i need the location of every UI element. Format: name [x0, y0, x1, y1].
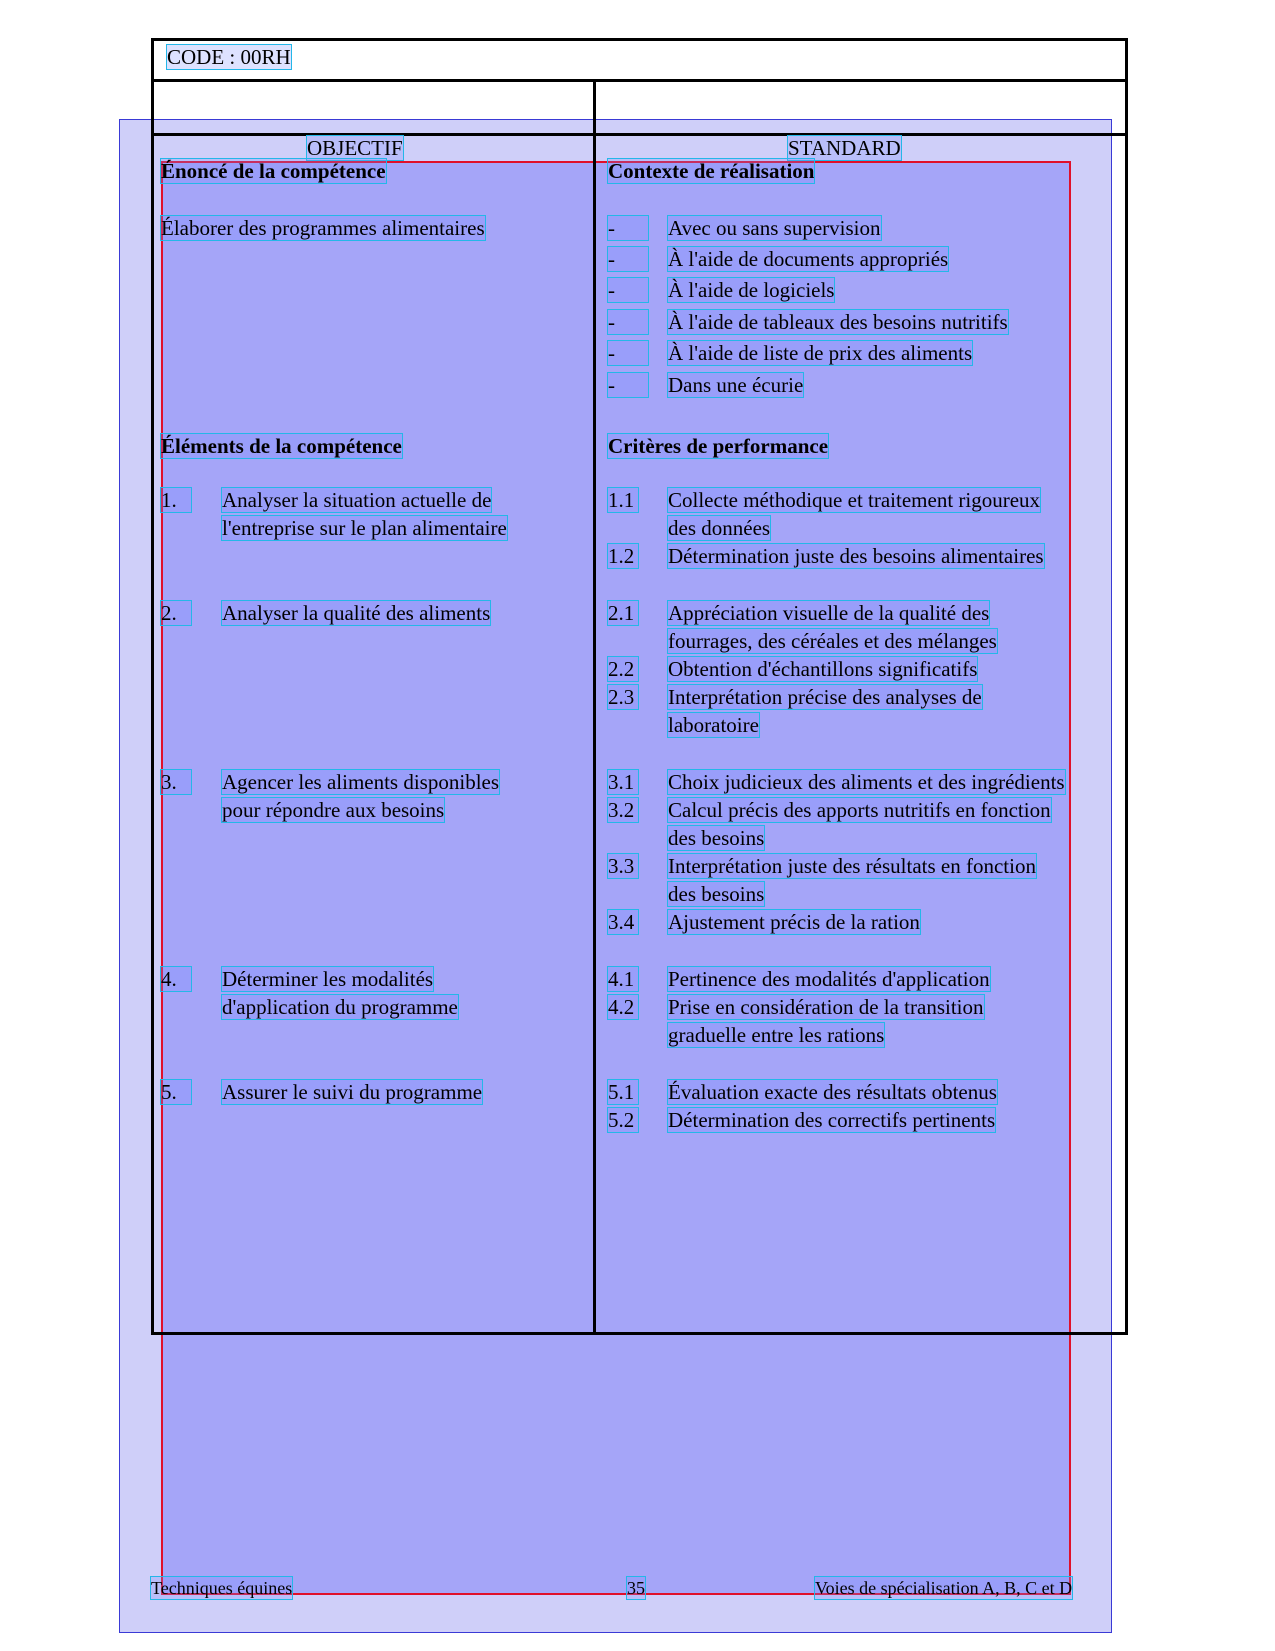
- criteres-title: Critères de performance: [608, 434, 829, 458]
- critere-number: 5.1: [608, 1080, 638, 1104]
- standard-header: STANDARD: [788, 136, 901, 160]
- element-number: 1.: [161, 488, 191, 512]
- element-number: 5.: [161, 1080, 191, 1104]
- element-text: Déterminer les modalités: [222, 967, 434, 991]
- page-number: 35: [627, 1578, 645, 1598]
- enonce-text: Élaborer des programmes alimentaires: [161, 216, 485, 240]
- column-divider: [593, 79, 596, 1332]
- critere-number: 4.1: [608, 967, 638, 991]
- critere-number: 3.3: [608, 854, 638, 878]
- header-row: [154, 79, 1125, 160]
- critere-text: Détermination juste des besoins alimentaires: [668, 544, 1044, 568]
- element-text: Analyser la qualité des aliments: [222, 601, 491, 625]
- element-number: 2.: [161, 601, 191, 625]
- contexte-title: Contexte de réalisation: [608, 159, 815, 183]
- critere-number: 2.2: [608, 657, 638, 681]
- element-text: d'application du programme: [222, 995, 458, 1019]
- critere-text: Interprétation juste des résultats en fonction: [668, 854, 1036, 878]
- critere-number: 3.4: [608, 910, 638, 934]
- code-row: [154, 41, 1125, 82]
- contexte-bullet: -: [608, 341, 648, 365]
- critere-text: graduelle entre les rations: [668, 1023, 885, 1047]
- element-text: Assurer le suivi du programme: [222, 1080, 483, 1104]
- element-text: pour répondre aux besoins: [222, 798, 445, 822]
- contexte-item: Dans une écurie: [668, 373, 804, 397]
- enonce-title: Énoncé de la compétence: [161, 159, 386, 183]
- critere-number: 4.2: [608, 995, 638, 1019]
- contexte-item: À l'aide de logiciels: [668, 278, 835, 302]
- critere-text: Choix judicieux des aliments et des ingrédients: [668, 770, 1065, 794]
- contexte-bullet: -: [608, 247, 648, 271]
- critere-text: des besoins: [668, 882, 765, 906]
- contexte-bullet: -: [608, 216, 648, 240]
- contexte-item: Avec ou sans supervision: [668, 216, 881, 240]
- contexte-bullet: -: [608, 373, 648, 397]
- critere-text: Évaluation exacte des résultats obtenus: [668, 1080, 997, 1104]
- critere-text: Pertinence des modalités d'application: [668, 967, 990, 991]
- critere-text: Calcul précis des apports nutritifs en fonction: [668, 798, 1051, 822]
- critere-text: Obtention d'échantillons significatifs: [668, 657, 978, 681]
- footer-right: Voies de spécialisation A, B, C et D: [815, 1578, 1073, 1598]
- critere-text: Détermination des correctifs pertinents: [668, 1108, 996, 1132]
- critere-number: 1.2: [608, 544, 638, 568]
- critere-text: Appréciation visuelle de la qualité des: [668, 601, 990, 625]
- element-text: Analyser la situation actuelle de: [222, 488, 492, 512]
- critere-number: 3.1: [608, 770, 638, 794]
- critere-text: des données: [668, 516, 771, 540]
- elements-title: Éléments de la compétence: [161, 434, 402, 458]
- element-text: Agencer les aliments disponibles: [222, 770, 500, 794]
- critere-number: 1.1: [608, 488, 638, 512]
- contexte-item: À l'aide de liste de prix des aliments: [668, 341, 973, 365]
- footer-left: Techniques équines: [151, 1578, 293, 1598]
- element-number: 3.: [161, 770, 191, 794]
- element-number: 4.: [161, 967, 191, 991]
- critere-text: des besoins: [668, 826, 765, 850]
- objectif-header: OBJECTIF: [307, 136, 403, 160]
- critere-text: Interprétation précise des analyses de: [668, 685, 982, 709]
- contexte-bullet: -: [608, 310, 648, 334]
- critere-number: 3.2: [608, 798, 638, 822]
- critere-number: 5.2: [608, 1108, 638, 1132]
- contexte-bullet: -: [608, 278, 648, 302]
- contexte-item: À l'aide de tableaux des besoins nutritifs: [668, 310, 1008, 334]
- element-text: l'entreprise sur le plan alimentaire: [222, 516, 507, 540]
- critere-number: 2.1: [608, 601, 638, 625]
- critere-text: Prise en considération de la transition: [668, 995, 984, 1019]
- critere-text: laboratoire: [668, 713, 759, 737]
- critere-number: 2.3: [608, 685, 638, 709]
- contexte-item: À l'aide de documents appropriés: [668, 247, 949, 271]
- critere-text: Collecte méthodique et traitement rigoureux: [668, 488, 1041, 512]
- critere-text: fourrages, des céréales et des mélanges: [668, 629, 997, 653]
- critere-text: Ajustement précis de la ration: [668, 910, 920, 934]
- code-label: CODE : 00RH: [167, 45, 291, 69]
